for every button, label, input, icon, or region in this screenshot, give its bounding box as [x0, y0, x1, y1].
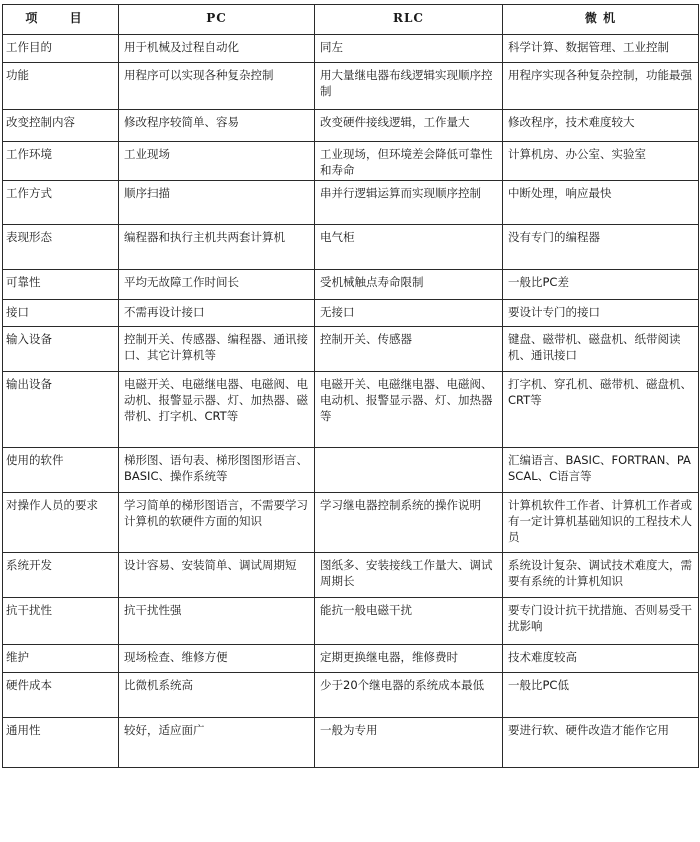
- table-row: [3, 493, 699, 553]
- cell-item: 工作目的: [3, 35, 119, 63]
- cell-pc: 设计容易、安装简单、调试周期短: [119, 553, 315, 598]
- cell-item: 功能: [3, 63, 119, 110]
- cell-rlc: [315, 448, 503, 493]
- table-row: [3, 110, 699, 142]
- table-row: [3, 598, 699, 645]
- cell-microcomputer: 没有专门的编程器: [503, 225, 699, 270]
- cell-microcomputer: 要设计专门的接口: [503, 300, 699, 327]
- cell-pc: 平均无故障工作时间长: [119, 270, 315, 300]
- table-header: [3, 5, 699, 35]
- cell-rlc: 串并行逻辑运算而实现顺序控制: [315, 181, 503, 225]
- cell-rlc: 电磁开关、电磁继电器、电磁阀、电动机、报警显示器、灯、加热器等: [315, 372, 503, 448]
- cell-pc: 电磁开关、电磁继电器、电磁阀、电动机、报警显示器、灯、加热器、磁带机、打字机、CRT等: [119, 372, 315, 448]
- cell-item: 通用性: [3, 718, 119, 768]
- header-item: 项 目: [3, 5, 119, 35]
- table-row: [3, 372, 699, 448]
- table-row: [3, 225, 699, 270]
- table-row: [3, 645, 699, 673]
- table-row: [3, 142, 699, 181]
- cell-microcomputer: 一般比PC差: [503, 270, 699, 300]
- cell-rlc: 用大量继电器布线逻辑实现顺序控制: [315, 63, 503, 110]
- cell-rlc: 同左: [315, 35, 503, 63]
- table-row: [3, 553, 699, 598]
- header-microcomputer: 微 机: [503, 5, 699, 35]
- cell-pc: 学习简单的梯形图语言，不需要学习计算机的软硬件方面的知识: [119, 493, 315, 553]
- cell-rlc: 电气柜: [315, 225, 503, 270]
- cell-microcomputer: 科学计算、数据管理、工业控制: [503, 35, 699, 63]
- cell-item: 工作方式: [3, 181, 119, 225]
- cell-rlc: 受机械触点寿命限制: [315, 270, 503, 300]
- table-row: [3, 300, 699, 327]
- cell-microcomputer: 中断处理，响应最快: [503, 181, 699, 225]
- cell-microcomputer: 系统设计复杂、调试技术难度大，需要有系统的计算机知识: [503, 553, 699, 598]
- cell-item: 接口: [3, 300, 119, 327]
- cell-pc: 较好，适应面广: [119, 718, 315, 768]
- cell-item: 可靠性: [3, 270, 119, 300]
- cell-microcomputer: 打字机、穿孔机、磁带机、磁盘机、CRT等: [503, 372, 699, 448]
- cell-item: 使用的软件: [3, 448, 119, 493]
- cell-microcomputer: 修改程序，技术难度较大: [503, 110, 699, 142]
- table-row: [3, 35, 699, 63]
- cell-microcomputer: 要专门设计抗干扰措施、否则易受干扰影响: [503, 598, 699, 645]
- cell-pc: 比微机系统高: [119, 673, 315, 718]
- table-row: [3, 673, 699, 718]
- cell-rlc: 少于20个继电器的系统成本最低: [315, 673, 503, 718]
- cell-pc: 修改程序较简单、容易: [119, 110, 315, 142]
- cell-rlc: 学习继电器控制系统的操作说明: [315, 493, 503, 553]
- table-row: [3, 63, 699, 110]
- table-row: [3, 718, 699, 768]
- cell-item: 工作环境: [3, 142, 119, 181]
- cell-item: 维护: [3, 645, 119, 673]
- cell-rlc: 控制开关、传感器: [315, 327, 503, 372]
- cell-pc: 不需再设计接口: [119, 300, 315, 327]
- cell-item: 改变控制内容: [3, 110, 119, 142]
- cell-item: 硬件成本: [3, 673, 119, 718]
- cell-pc: 顺序扫描: [119, 181, 315, 225]
- cell-item: 对操作人员的要求: [3, 493, 119, 553]
- cell-pc: 现场检查、维修方便: [119, 645, 315, 673]
- cell-pc: 抗干扰性强: [119, 598, 315, 645]
- cell-item: 输出设备: [3, 372, 119, 448]
- cell-pc: 编程器和执行主机共两套计算机: [119, 225, 315, 270]
- cell-pc: 工业现场: [119, 142, 315, 181]
- cell-rlc: 改变硬件接线逻辑，工作量大: [315, 110, 503, 142]
- cell-microcomputer: 一般比PC低: [503, 673, 699, 718]
- table-row: [3, 270, 699, 300]
- cell-microcomputer: 用程序实现各种复杂控制，功能最强: [503, 63, 699, 110]
- cell-microcomputer: 键盘、磁带机、磁盘机、纸带阅读机、通讯接口: [503, 327, 699, 372]
- cell-rlc: 工业现场，但环境差会降低可靠性和寿命: [315, 142, 503, 181]
- cell-pc: 控制开关、传感器、编程器、通讯接口、其它计算机等: [119, 327, 315, 372]
- cell-microcomputer: 计算机房、办公室、实验室: [503, 142, 699, 181]
- cell-microcomputer: 技术难度较高: [503, 645, 699, 673]
- cell-item: 输入设备: [3, 327, 119, 372]
- cell-rlc: 一般为专用: [315, 718, 503, 768]
- cell-pc: 用程序可以实现各种复杂控制: [119, 63, 315, 110]
- header-row: [3, 5, 699, 35]
- cell-rlc: 定期更换继电器，维修费时: [315, 645, 503, 673]
- cell-rlc: 能抗一般电磁干扰: [315, 598, 503, 645]
- table-row: [3, 181, 699, 225]
- cell-rlc: 无接口: [315, 300, 503, 327]
- cell-item: 抗干扰性: [3, 598, 119, 645]
- cell-pc: 梯形图、语句表、梯形图图形语言、BASIC、操作系统等: [119, 448, 315, 493]
- table-row: [3, 327, 699, 372]
- cell-microcomputer: 要进行软、硬件改造才能作它用: [503, 718, 699, 768]
- header-rlc: RLC: [315, 5, 503, 35]
- cell-item: 表现形态: [3, 225, 119, 270]
- comparison-table: [2, 4, 699, 768]
- cell-item: 系统开发: [3, 553, 119, 598]
- cell-microcomputer: 汇编语言、BASIC、FORTRAN、PASCAL、C语言等: [503, 448, 699, 493]
- cell-microcomputer: 计算机软件工作者、计算机工作者或有一定计算机基础知识的工程技术人员: [503, 493, 699, 553]
- table-body: [3, 35, 699, 768]
- table-row: [3, 448, 699, 493]
- cell-rlc: 图纸多、安装接线工作量大、调试周期长: [315, 553, 503, 598]
- header-pc: PC: [119, 5, 315, 35]
- cell-pc: 用于机械及过程自动化: [119, 35, 315, 63]
